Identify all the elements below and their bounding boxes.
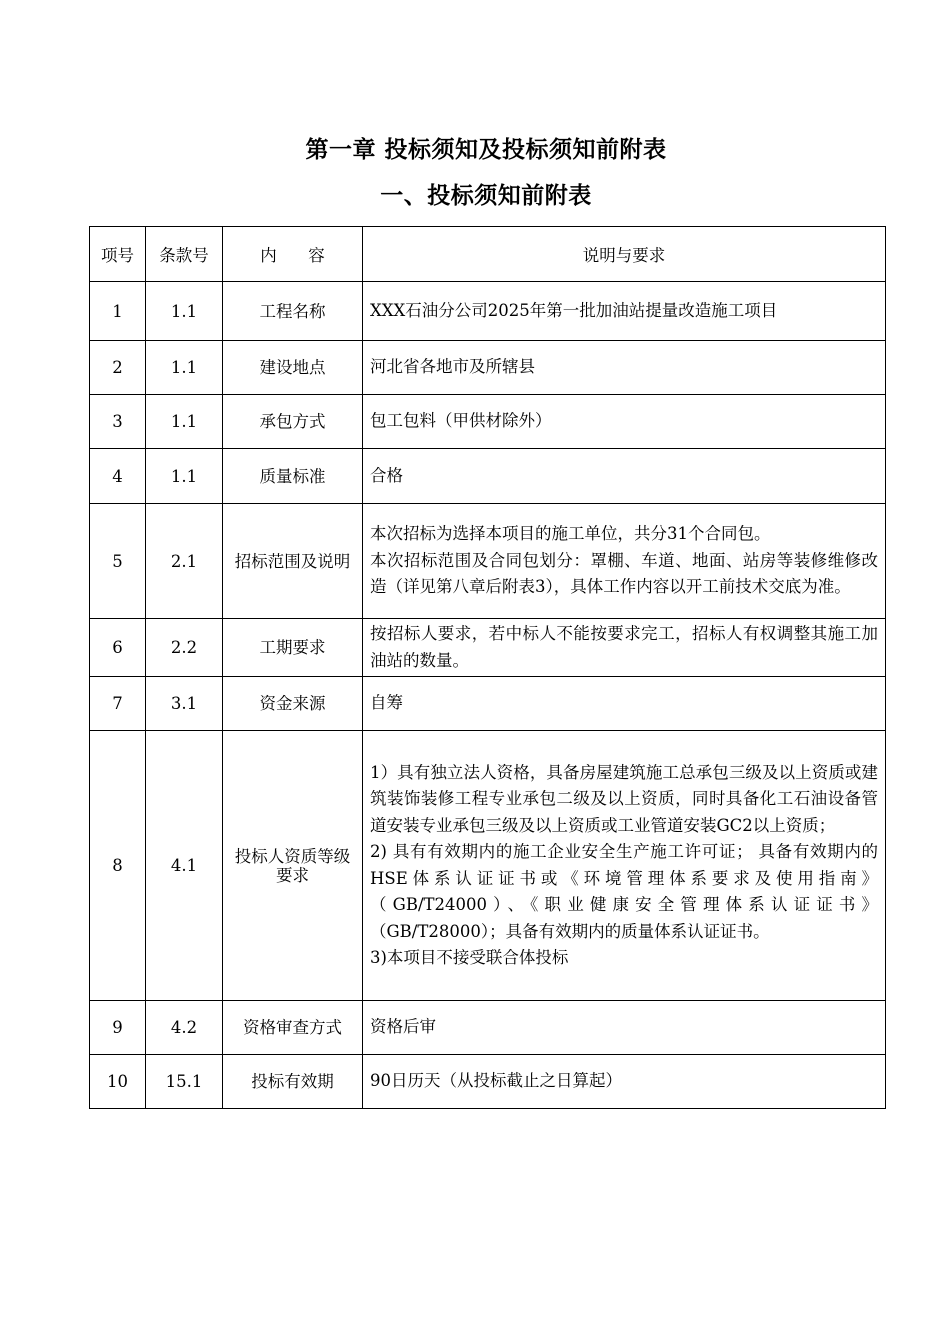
description-paragraph: 资格后审	[370, 1017, 436, 1037]
cell-clause-no: 1.1	[146, 449, 223, 504]
cell-clause-no: 15.1	[146, 1055, 223, 1109]
cell-content: 投标有效期	[223, 1055, 363, 1109]
cell-content: 工程名称	[223, 282, 363, 341]
cell-item-no: 9	[90, 1001, 146, 1055]
cell-item-no: 4	[90, 449, 146, 504]
cell-content: 资金来源	[223, 677, 363, 731]
description-paragraph: 90日历天（从投标截止之日算起）	[370, 1071, 622, 1091]
chapter-title: 第一章 投标须知及投标须知前附表	[305, 136, 667, 163]
description-paragraph: 1）具有独立法人资格，具备房屋建筑施工总承包三级及以上资质或建筑装饰装修工程专业承包二级及以上资质，同时具备化工石油设备管道安装专业承包三级及以上资质或工业管道安装GC2以上资质；	[370, 762, 878, 835]
table-header-row	[90, 227, 886, 282]
table-row	[90, 1001, 886, 1055]
cell-description	[363, 677, 886, 731]
cell-clause-no: 2.1	[146, 504, 223, 619]
description-paragraph: 自筹	[370, 693, 403, 713]
cell-content: 招标范围及说明	[223, 504, 363, 619]
cell-clause-no: 3.1	[146, 677, 223, 731]
section-title: 一、投标须知前附表	[380, 182, 592, 209]
table-row	[90, 449, 886, 504]
header-content: 内 容	[223, 227, 363, 282]
description-paragraph: 河北省各地市及所辖县	[370, 357, 535, 377]
cell-content: 质量标准	[223, 449, 363, 504]
description-paragraph: 本次招标范围及合同包划分：罩棚、车道、地面、站房等装修维修改造（详见第八章后附表3），具体工作内容以开工前技术交底为准。	[370, 550, 878, 597]
header-item-no: 项号	[90, 227, 146, 282]
cell-item-no: 2	[90, 341, 146, 395]
cell-clause-no: 1.1	[146, 282, 223, 341]
cell-item-no: 6	[90, 619, 146, 677]
cell-clause-no: 1.1	[146, 341, 223, 395]
table-row	[90, 677, 886, 731]
cell-item-no: 3	[90, 395, 146, 449]
cell-clause-no: 1.1	[146, 395, 223, 449]
table-row	[90, 282, 886, 341]
cell-item-no: 5	[90, 504, 146, 619]
cell-clause-no: 4.1	[146, 731, 223, 1001]
header-clause-no: 条款号	[146, 227, 223, 282]
table-row	[90, 395, 886, 449]
header-description: 说明与要求	[363, 227, 886, 282]
cell-description	[363, 731, 886, 1001]
cell-description	[363, 341, 886, 395]
description-paragraph: 3)本项目不接受联合体投标	[370, 948, 569, 967]
table-row	[90, 619, 886, 677]
cell-content: 承包方式	[223, 395, 363, 449]
table-row	[90, 731, 886, 1001]
cell-content: 工期要求	[223, 619, 363, 677]
cell-description	[363, 449, 886, 504]
table-row	[90, 504, 886, 619]
description-paragraph: XXX石油分公司2025年第一批加油站提量改造施工项目	[370, 300, 778, 320]
cell-clause-no: 2.2	[146, 619, 223, 677]
cell-description	[363, 1055, 886, 1109]
table-row	[90, 1055, 886, 1109]
cell-item-no: 8	[90, 731, 146, 1001]
cell-content: 建设地点	[223, 341, 363, 395]
description-paragraph: 包工包料（甲供材除外）	[370, 411, 552, 431]
requirements-table	[89, 226, 886, 1109]
cell-description	[363, 282, 886, 341]
table-row	[90, 341, 886, 395]
cell-content: 资格审查方式	[223, 1001, 363, 1055]
cell-content: 投标人资质等级要求	[223, 731, 363, 1001]
description-paragraph: 按招标人要求，若中标人不能按要求完工，招标人有权调整其施工加油站的数量。	[370, 624, 878, 670]
table-body	[90, 282, 886, 1109]
cell-item-no: 10	[90, 1055, 146, 1109]
description-paragraph: 本次招标为选择本项目的施工单位，共分31个合同包。	[370, 524, 771, 544]
cell-description	[363, 619, 886, 677]
description-paragraph: 合格	[370, 465, 403, 485]
cell-item-no: 7	[90, 677, 146, 731]
description-paragraph: 2) 具有有效期内的施工企业安全生产施工许可证； 具备有效期内的HSE体系认证证书或《环境管理体系要求及使用指南》（GB/T24000）、《职业健康安全管理体系认证证书》（GB/T28000）；具备有效期内的质量体系认证证书。	[370, 842, 878, 941]
cell-description	[363, 395, 886, 449]
cell-item-no: 1	[90, 282, 146, 341]
cell-description	[363, 504, 886, 619]
cell-clause-no: 4.2	[146, 1001, 223, 1055]
cell-description	[363, 1001, 886, 1055]
